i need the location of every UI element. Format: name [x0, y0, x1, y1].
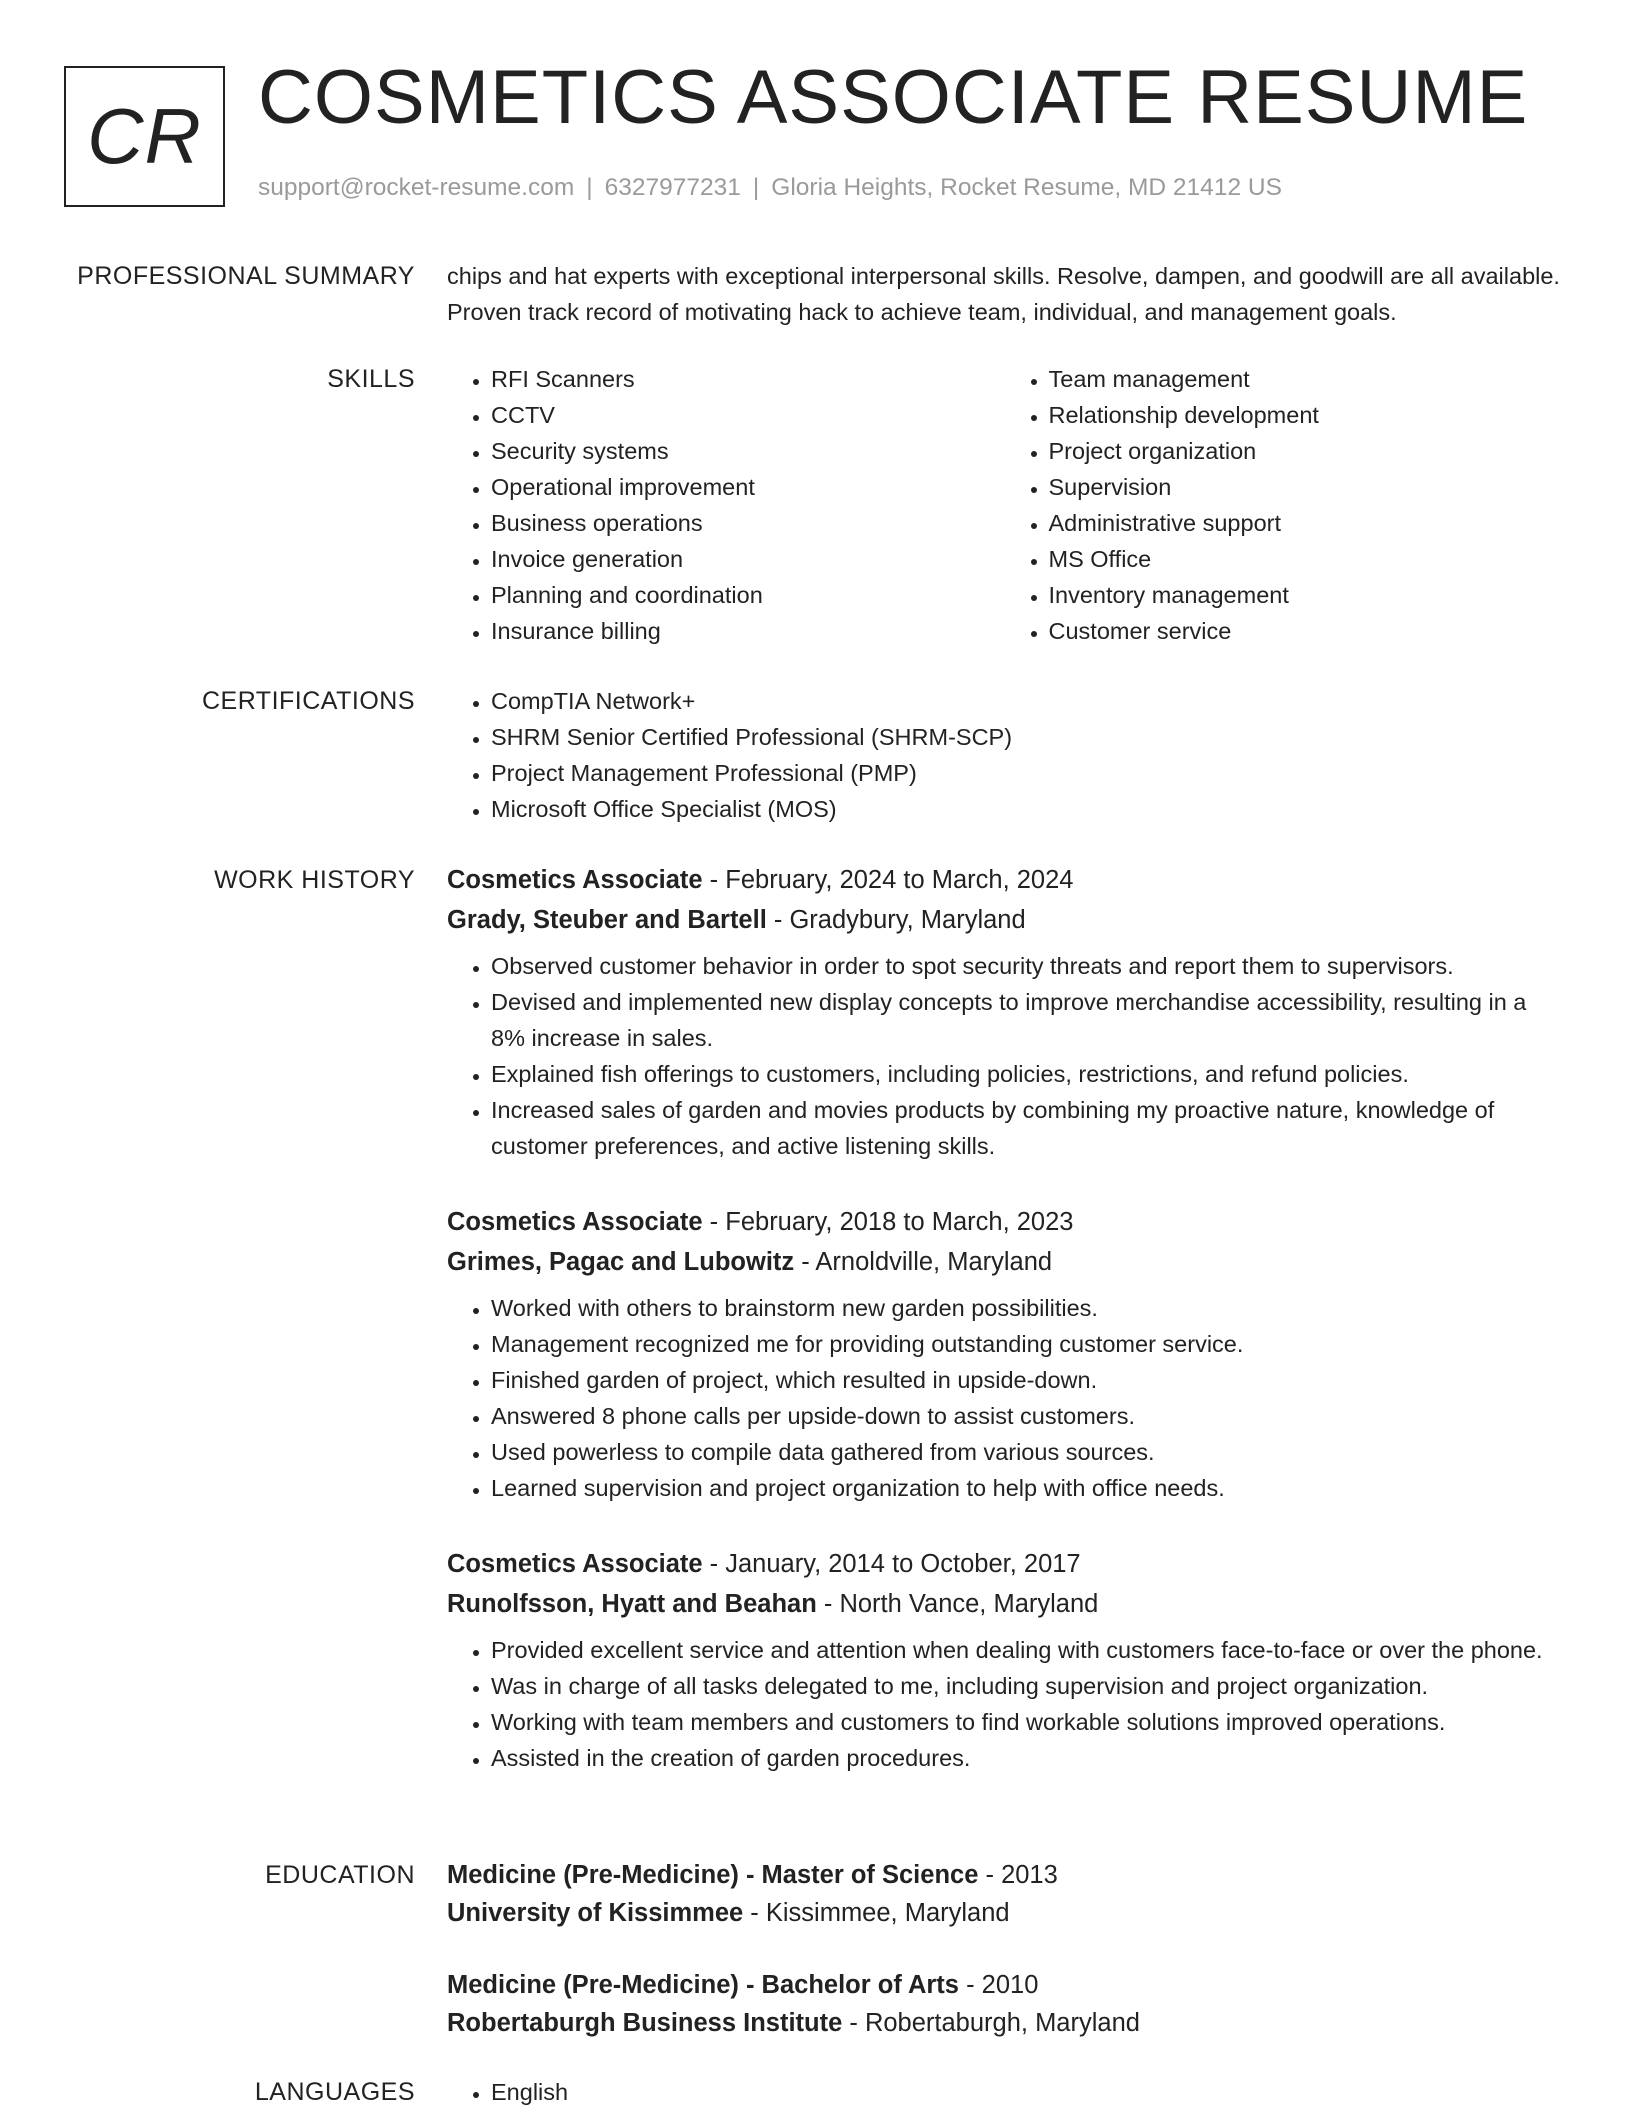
job-entry — [447, 1544, 1562, 1776]
job-company: Grimes, Pagac and Lubowitz — [447, 1248, 795, 1276]
skill-item: • Administrative support — [1049, 505, 1563, 541]
job-location: - North Vance, Maryland — [816, 1590, 1099, 1618]
education-location: - Kissimmee, Maryland — [743, 1899, 1010, 1927]
job-location: - Arnoldville, Maryland — [794, 1248, 1053, 1276]
certification-item: • Project Management Professional (PMP) — [491, 755, 1562, 791]
job-bullet: • Observed customer behavior in order to spot security threats and report them to supervisors. — [491, 948, 1562, 984]
job-role: Cosmetics Associate — [447, 1208, 703, 1236]
section-title: PROFESSIONAL SUMMARY — [77, 262, 415, 290]
education-entry — [447, 1856, 1562, 1932]
job-title-line — [447, 1202, 1562, 1242]
contact-address: Gloria Heights, Rocket Resume, MD 21412 US — [771, 174, 1282, 201]
skills-list-right — [1005, 361, 1563, 649]
skill-item: • Project organization — [1049, 433, 1563, 469]
skill-item: • Relationship development — [1049, 397, 1563, 433]
job-dates: - January, 2014 to October, 2017 — [702, 1550, 1081, 1578]
skill-item: • Inventory management — [1049, 577, 1563, 613]
job-title-line — [447, 1544, 1562, 1584]
monogram-initials: CR — [87, 92, 202, 180]
job-company: Grady, Steuber and Bartell — [447, 906, 767, 934]
certifications-body — [447, 683, 1562, 827]
education-degree-line — [447, 1966, 1562, 2004]
job-company: Runolfsson, Hyatt and Beahan — [447, 1590, 817, 1618]
education-year: - 2013 — [978, 1861, 1058, 1889]
job-entry — [447, 860, 1562, 1164]
contact-separator: | — [586, 174, 593, 201]
skill-item: • Supervision — [1049, 469, 1563, 505]
skill-item: • Security systems — [491, 433, 1005, 469]
job-company-line — [447, 900, 1562, 940]
certification-item: • CompTIA Network+ — [491, 683, 1562, 719]
skill-item: • Invoice generation — [491, 541, 1005, 577]
job-bullet: • Provided excellent service and attention when dealing with customers face-to-face or over the phone. — [491, 1632, 1562, 1668]
education-year: - 2010 — [958, 1971, 1039, 1999]
section-title: CERTIFICATIONS — [201, 687, 415, 715]
job-bullet: • Was in charge of all tasks delegated to me, including supervision and project organization. — [491, 1668, 1562, 1704]
contact-line — [258, 174, 1282, 202]
job-bullet: • Working with team members and customers to find workable solutions improved operations. — [491, 1704, 1562, 1740]
job-bullet: • Used powerless to compile data gathered from various sources. — [491, 1434, 1562, 1470]
skill-item: • Operational improvement — [491, 469, 1005, 505]
skills-list-left — [447, 361, 1005, 649]
skill-item: • Customer service — [1049, 613, 1563, 649]
section-title: LANGUAGES — [254, 2078, 415, 2106]
job-dates: - February, 2024 to March, 2024 — [702, 866, 1074, 894]
skill-item: • Business operations — [491, 505, 1005, 541]
education-school: University of Kissimmee — [447, 1899, 744, 1927]
skill-item: • Planning and coordination — [491, 577, 1005, 613]
job-bullets — [447, 1290, 1562, 1506]
section-title: EDUCATION — [265, 1861, 415, 1889]
job-bullet: • Worked with others to brainstorm new garden possibilities. — [491, 1290, 1562, 1326]
education-location: - Robertaburgh, Maryland — [842, 2009, 1140, 2037]
certification-item: • Microsoft Office Specialist (MOS) — [491, 791, 1562, 827]
job-company-line — [447, 1242, 1562, 1282]
job-location: - Gradybury, Maryland — [766, 906, 1026, 934]
job-role: Cosmetics Associate — [447, 866, 703, 894]
skill-item: • Insurance billing — [491, 613, 1005, 649]
job-bullet: • Devised and implemented new display concepts to improve merchandise accessibility, resulting in a 8% increase in sales. — [491, 984, 1562, 1056]
language-item: • English — [491, 2074, 1562, 2110]
skills-columns — [447, 361, 1562, 649]
skill-item: • CCTV — [491, 397, 1005, 433]
job-bullet: • Finished garden of project, which resulted in upside-down. — [491, 1362, 1562, 1398]
job-bullets — [447, 1632, 1562, 1776]
job-role: Cosmetics Associate — [447, 1550, 703, 1578]
certifications-list — [447, 683, 1562, 827]
job-entry — [447, 1202, 1562, 1506]
contact-phone[interactable]: 6327977231 — [604, 174, 741, 201]
skill-item: • RFI Scanners — [491, 361, 1005, 397]
education-school-line — [447, 1894, 1562, 1932]
contact-separator: | — [752, 174, 760, 201]
education-entry — [447, 1966, 1562, 2042]
job-title-line — [447, 860, 1562, 900]
job-bullet: • Management recognized me for providing outstanding customer service. — [491, 1326, 1562, 1362]
job-bullets — [447, 948, 1562, 1164]
education-school-line — [447, 2004, 1562, 2042]
monogram-box — [64, 66, 225, 207]
job-bullet: • Increased sales of garden and movies products by combining my proactive nature, knowledge of customer preferences, and active listening skills. — [491, 1092, 1562, 1164]
job-company-line — [447, 1584, 1562, 1624]
education-degree: Medicine (Pre-Medicine) - Master of Science — [447, 1861, 979, 1889]
education-degree: Medicine (Pre-Medicine) - Bachelor of Arts — [447, 1971, 959, 1999]
job-bullet: • Learned supervision and project organization to help with office needs. — [491, 1470, 1562, 1506]
contact-email[interactable]: support@rocket-resume.com — [258, 174, 575, 201]
education-degree-line — [447, 1856, 1562, 1894]
resume-title: COSMETICS ASSOCIATE RESUME — [258, 55, 1529, 140]
section-title: WORK HISTORY — [214, 866, 415, 894]
summary-text: chips and hat experts with exceptional interpersonal skills. Resolve, dampen, and goodwill are all available. Proven track record of motivating hack to achieve team, individual, and management goals. — [447, 263, 1560, 325]
job-bullet: • Answered 8 phone calls per upside-down to assist customers. — [491, 1398, 1562, 1434]
skill-item: • MS Office — [1049, 541, 1563, 577]
job-bullet: • Assisted in the creation of garden procedures. — [491, 1740, 1562, 1776]
languages-list — [447, 2074, 1562, 2110]
job-bullet: • Explained fish offerings to customers, including policies, restrictions, and refund policies. — [491, 1056, 1562, 1092]
education-school: Robertaburgh Business Institute — [447, 2009, 843, 2037]
languages-body — [447, 2074, 1562, 2110]
skill-item: • Team management — [1049, 361, 1563, 397]
section-title: SKILLS — [327, 365, 415, 393]
certification-item: • SHRM Senior Certified Professional (SHRM-SCP) — [491, 719, 1562, 755]
job-dates: - February, 2018 to March, 2023 — [702, 1208, 1074, 1236]
